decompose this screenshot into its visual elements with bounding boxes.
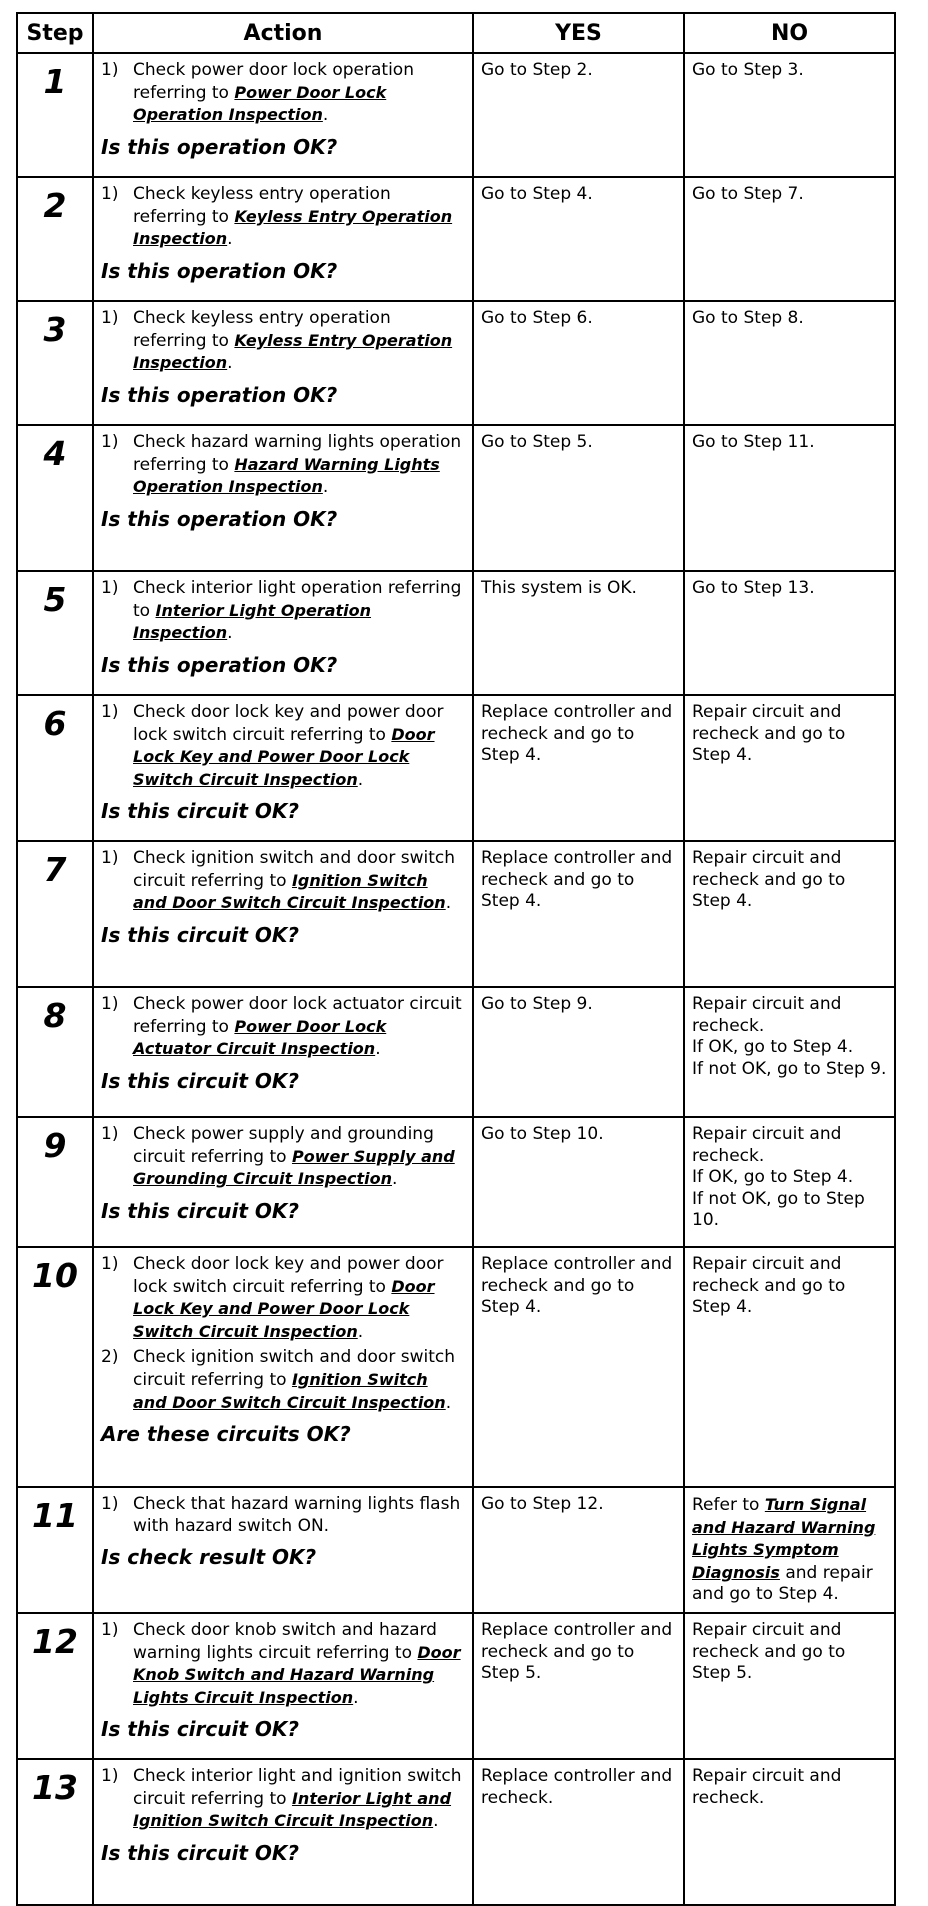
action-cell xyxy=(93,571,473,695)
action-item xyxy=(101,432,466,499)
action-cell xyxy=(93,841,473,987)
inspection-reference-link[interactable]: Door Lock Key and Power Door Lock Switch Circuit Inspection xyxy=(133,724,435,789)
action-item xyxy=(101,60,466,127)
inspection-reference-link[interactable]: Ignition Switch and Door Switch Circuit Inspection xyxy=(133,870,446,913)
action-item xyxy=(101,994,466,1061)
table-row xyxy=(17,1247,895,1487)
step-number: 7 xyxy=(17,841,93,987)
step-number: 1 xyxy=(17,53,93,177)
action-item xyxy=(101,1766,466,1833)
yes-result: Replace controller and recheck and go to Step 5. xyxy=(473,1613,684,1759)
action-item xyxy=(101,308,466,375)
diagnosis-table xyxy=(16,12,896,1906)
no-result: Go to Step 3. xyxy=(684,53,895,177)
no-result-line: If not OK, go to Step 9. xyxy=(692,1058,887,1079)
action-item-number: 1) xyxy=(101,184,119,204)
action-cell xyxy=(93,53,473,177)
action-question: Is this operation OK? xyxy=(101,134,338,159)
inspection-reference-link[interactable]: Ignition Switch and Door Switch Circuit Inspection xyxy=(133,1369,446,1412)
step-number: 9 xyxy=(17,1117,93,1247)
action-question: Is this operation OK? xyxy=(101,258,338,283)
action-question: Is this circuit OK? xyxy=(101,1717,299,1742)
yes-result: Go to Step 6. xyxy=(473,301,684,425)
inspection-reference-link[interactable]: Power Door Lock Actuator Circuit Inspection xyxy=(133,1016,387,1059)
table-row xyxy=(17,425,895,571)
action-item xyxy=(101,702,466,791)
action-item-text: Check power door lock actuator circuit referring to Power Door Lock Actuator Circuit Inspection. xyxy=(133,994,462,1060)
diagnosis-reference-link[interactable]: Turn Signal and Hazard Warning Lights Symptom Diagnosis xyxy=(692,1495,876,1582)
action-question: Is this circuit OK? xyxy=(101,1198,299,1223)
no-result: Repair circuit and recheck and go to Step 4. xyxy=(684,1247,895,1487)
yes-result: Go to Step 2. xyxy=(473,53,684,177)
action-item xyxy=(101,1254,466,1343)
yes-result: Replace controller and recheck. xyxy=(473,1759,684,1905)
action-item-text: Check keyless entry operation referring to Keyless Entry Operation Inspection. xyxy=(133,184,453,250)
inspection-reference-link[interactable]: Power Supply and Grounding Circuit Inspection xyxy=(133,1146,455,1189)
no-result: Refer to Turn Signal and Hazard Warning Lights Symptom Diagnosis and repair and go to Step 4. xyxy=(684,1487,895,1613)
yes-result: Go to Step 10. xyxy=(473,1117,684,1247)
no-result: Repair circuit and recheck. xyxy=(684,1759,895,1905)
action-question: Is this circuit OK? xyxy=(101,1840,299,1865)
action-cell xyxy=(93,1117,473,1247)
yes-result: Go to Step 9. xyxy=(473,987,684,1117)
table-row xyxy=(17,695,895,841)
action-item-number: 1) xyxy=(101,702,119,722)
inspection-reference-link[interactable]: Door Knob Switch and Hazard Warning Lights Circuit Inspection xyxy=(133,1642,461,1707)
action-item-number: 1) xyxy=(101,1124,119,1144)
action-item-number: 1) xyxy=(101,578,119,598)
action-item-text: Check ignition switch and door switch circuit referring to Ignition Switch and Door Switch Circuit Inspection. xyxy=(133,1347,455,1413)
action-item-text: Check door knob switch and hazard warning lights circuit referring to Door Knob Switch and Hazard Warning Lights Circuit Inspection. xyxy=(133,1619,461,1708)
table-row xyxy=(17,1759,895,1905)
no-result-line: If not OK, go to Step 10. xyxy=(692,1188,865,1231)
action-item-number: 1) xyxy=(101,1494,119,1514)
action-item-text: Check hazard warning lights operation referring to Hazard Warning Lights Operation Inspection. xyxy=(133,432,462,498)
no-result-line: Repair circuit and recheck. xyxy=(692,1124,842,1166)
table-row xyxy=(17,1117,895,1247)
action-item xyxy=(101,184,466,251)
action-cell xyxy=(93,425,473,571)
action-item-text: Check interior light and ignition switch circuit referring to Interior Light and Ignition Switch Circuit Inspection. xyxy=(133,1765,462,1832)
inspection-reference-link[interactable]: Power Door Lock Operation Inspection xyxy=(133,82,387,125)
action-item xyxy=(101,1494,466,1537)
action-item-text: Check power door lock operation referring to Power Door Lock Operation Inspection. xyxy=(133,60,414,126)
action-item xyxy=(101,1620,466,1709)
action-question: Is this circuit OK? xyxy=(101,799,299,824)
no-result-line: If OK, go to Step 4. xyxy=(692,1167,854,1188)
yes-result: Replace controller and recheck and go to Step 4. xyxy=(473,841,684,987)
action-cell xyxy=(93,1487,473,1613)
table-row xyxy=(17,841,895,987)
step-number: 3 xyxy=(17,301,93,425)
no-result: Repair circuit and recheck and go to Step 5. xyxy=(684,1613,895,1759)
no-result xyxy=(684,1117,895,1247)
table-row xyxy=(17,571,895,695)
action-question: Is this operation OK? xyxy=(101,382,338,407)
action-question: Is this circuit OK? xyxy=(101,1068,299,1093)
yes-result: Replace controller and recheck and go to Step 4. xyxy=(473,1247,684,1487)
action-item-number: 1) xyxy=(101,60,119,80)
table-row xyxy=(17,987,895,1117)
no-result: Repair circuit and recheck and go to Step 4. xyxy=(684,695,895,841)
action-cell xyxy=(93,177,473,301)
step-number: 6 xyxy=(17,695,93,841)
step-number: 4 xyxy=(17,425,93,571)
header-no: NO xyxy=(684,13,895,53)
yes-result: Go to Step 12. xyxy=(473,1487,684,1613)
yes-result: Replace controller and recheck and go to Step 4. xyxy=(473,695,684,841)
no-result: Go to Step 13. xyxy=(684,571,895,695)
action-item-number: 1) xyxy=(101,432,119,452)
action-item-text: Check power supply and grounding circuit referring to Power Supply and Grounding Circuit Inspection. xyxy=(133,1124,455,1190)
yes-result: Go to Step 5. xyxy=(473,425,684,571)
action-item xyxy=(101,1347,466,1414)
action-item-number: 1) xyxy=(101,308,119,328)
header-yes: YES xyxy=(473,13,684,53)
inspection-reference-link[interactable]: Interior Light Operation Inspection xyxy=(133,600,372,643)
no-result: Go to Step 11. xyxy=(684,425,895,571)
action-item-text: Check keyless entry operation referring to Keyless Entry Operation Inspection. xyxy=(133,308,453,374)
action-cell xyxy=(93,1759,473,1905)
step-number: 13 xyxy=(17,1759,93,1905)
action-question: Is this operation OK? xyxy=(101,506,338,531)
action-item-text: Check interior light operation referring to Interior Light Operation Inspection. xyxy=(133,578,462,644)
inspection-reference-link[interactable]: Keyless Entry Operation Inspection xyxy=(133,330,453,373)
action-cell xyxy=(93,301,473,425)
action-cell xyxy=(93,1247,473,1487)
action-cell xyxy=(93,695,473,841)
header-step: Step xyxy=(17,13,93,53)
no-result: Go to Step 8. xyxy=(684,301,895,425)
yes-result: This system is OK. xyxy=(473,571,684,695)
action-item xyxy=(101,848,466,915)
inspection-reference-link[interactable]: Interior Light and Ignition Switch Circuit Inspection xyxy=(133,1788,452,1831)
no-result: Go to Step 7. xyxy=(684,177,895,301)
action-item-text: Check door lock key and power door lock switch circuit referring to Door Lock Key and Power Door Lock Switch Circuit Inspection. xyxy=(133,702,444,790)
yes-result: Go to Step 4. xyxy=(473,177,684,301)
inspection-reference-link[interactable]: Door Lock Key and Power Door Lock Switch Circuit Inspection xyxy=(133,1276,435,1341)
step-number: 2 xyxy=(17,177,93,301)
inspection-reference-link[interactable]: Hazard Warning Lights Operation Inspection xyxy=(133,454,440,497)
table-body xyxy=(17,53,895,1905)
step-number: 11 xyxy=(17,1487,93,1613)
action-item-number: 1) xyxy=(101,1254,119,1274)
step-number: 5 xyxy=(17,571,93,695)
action-question: Is this operation OK? xyxy=(101,652,338,677)
action-item-number: 1) xyxy=(101,1765,119,1786)
step-number: 8 xyxy=(17,987,93,1117)
action-item xyxy=(101,578,466,645)
action-item-text: Check that hazard warning lights flash with hazard switch ON. xyxy=(133,1494,461,1536)
action-question: Are these circuits OK? xyxy=(101,1422,351,1447)
table-row xyxy=(17,177,895,301)
action-item-number: 2) xyxy=(101,1347,119,1368)
action-question: Is this circuit OK? xyxy=(101,922,299,947)
header-row xyxy=(17,13,895,53)
action-item-number: 1) xyxy=(101,994,119,1014)
action-item-number: 1) xyxy=(101,1619,119,1640)
no-result-line: If OK, go to Step 4. xyxy=(692,1037,854,1058)
table-row xyxy=(17,53,895,177)
action-item-text: Check ignition switch and door switch circuit referring to Ignition Switch and Door Switch Circuit Inspection. xyxy=(133,848,455,914)
action-cell xyxy=(93,987,473,1117)
action-item xyxy=(101,1124,466,1191)
step-number: 10 xyxy=(17,1247,93,1487)
action-item-text: Check door lock key and power door lock switch circuit referring to Door Lock Key and Power Door Lock Switch Circuit Inspection. xyxy=(133,1254,444,1342)
action-question: Is check result OK? xyxy=(101,1545,317,1570)
no-result: Repair circuit and recheck and go to Step 4. xyxy=(684,841,895,987)
table-row xyxy=(17,301,895,425)
no-result-line: Repair circuit and recheck. xyxy=(692,994,842,1036)
action-cell xyxy=(93,1613,473,1759)
no-result xyxy=(684,987,895,1117)
action-item-number: 1) xyxy=(101,848,119,868)
table-row xyxy=(17,1613,895,1759)
table-row xyxy=(17,1487,895,1613)
header-action: Action xyxy=(93,13,473,53)
inspection-reference-link[interactable]: Keyless Entry Operation Inspection xyxy=(133,206,453,249)
step-number: 12 xyxy=(17,1613,93,1759)
